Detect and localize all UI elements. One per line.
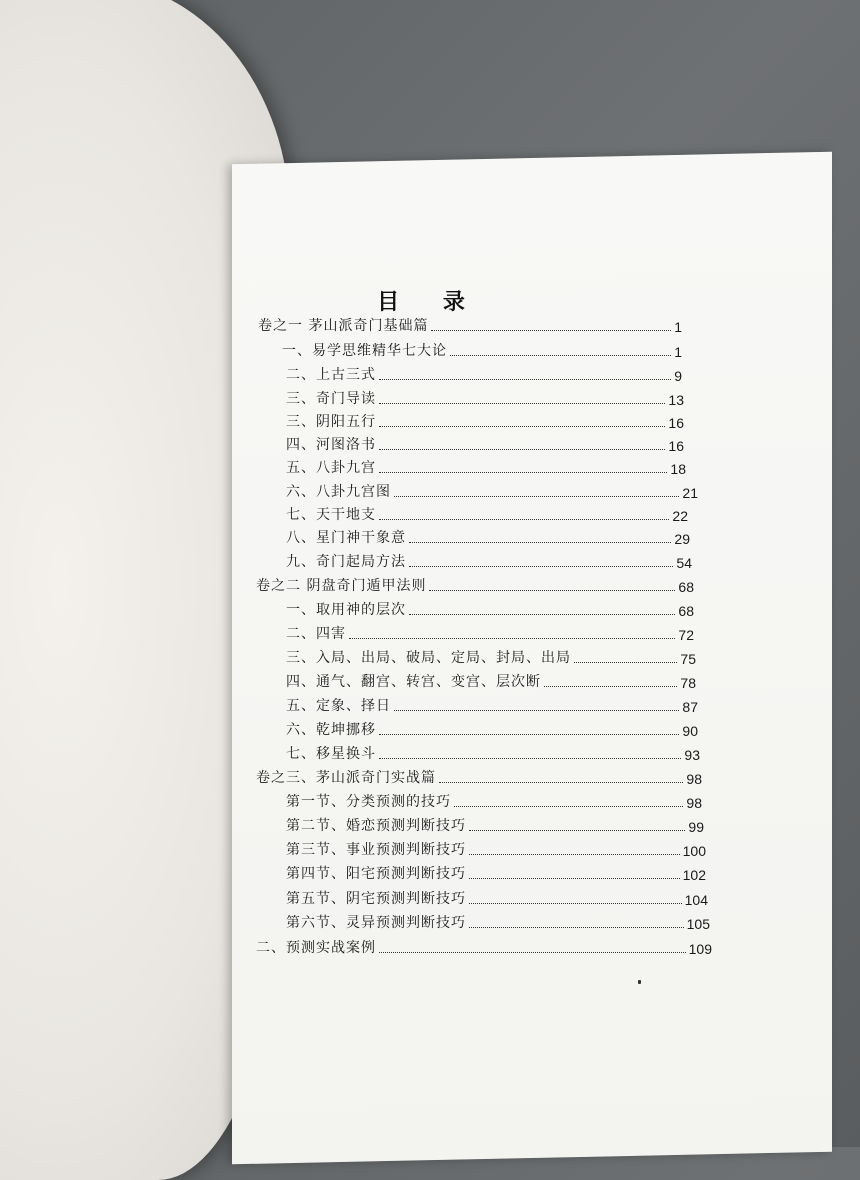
toc-entry-page: 87 (682, 699, 698, 715)
toc-entry-title: 六、乾坤挪移 (286, 722, 376, 738)
dot-leader (469, 927, 684, 928)
dot-leader (409, 614, 675, 615)
toc-entry-page: 75 (680, 651, 696, 667)
toc-entry (286, 455, 686, 477)
dot-leader (379, 734, 679, 735)
toc-entry-title: 二、四害 (286, 626, 346, 642)
toc-entry-page: 98 (686, 771, 702, 787)
dot-leader (394, 710, 679, 711)
toc-entry-title: 六、八卦九宫图 (286, 484, 391, 500)
toc-entry (286, 549, 692, 571)
toc-entry-title: 四、河图洛书 (286, 437, 376, 453)
toc-entry-title: 五、八卦九宫 (286, 460, 376, 476)
dot-leader (450, 355, 671, 356)
toc-entry (286, 693, 698, 715)
toc-entry-title: 七、移星换斗 (286, 746, 376, 762)
toc-entry-title: 九、奇门起局方法 (286, 554, 406, 570)
toc-entry-title: 第三节、事业预测判断技巧 (286, 842, 466, 858)
toc-entry-page: 54 (676, 555, 692, 571)
dot-leader (394, 496, 679, 497)
dot-leader (454, 806, 683, 807)
toc-entry (286, 645, 696, 667)
toc-entry (282, 338, 682, 360)
toc-entry-page: 93 (684, 747, 700, 763)
toc-entry-title: 一、取用神的层次 (286, 602, 406, 618)
toc-entry-title: 八、星门神干象意 (286, 530, 406, 546)
toc-entry-page: 105 (686, 916, 710, 932)
toc-entry (286, 525, 690, 547)
toc-entry (286, 717, 698, 739)
toc-entry (286, 409, 684, 431)
toc-entry (286, 910, 710, 932)
toc-entry-page: 78 (680, 675, 696, 691)
toc-entry-title: 二、预测实战案例 (256, 940, 376, 956)
toc-entry-title: 三、入局、出局、破局、定局、封局、出局 (286, 650, 571, 666)
toc-entry-title: 第五节、阴宅预测判断技巧 (286, 891, 466, 907)
dot-leader (469, 878, 680, 879)
toc-entry-title: 三、阴阳五行 (286, 414, 376, 430)
dot-leader (379, 426, 665, 427)
toc-entry (286, 597, 694, 619)
toc-entry (286, 813, 704, 835)
dot-leader (469, 854, 680, 855)
toc-entry-title: 三、奇门导读 (286, 391, 376, 407)
dot-leader (574, 662, 677, 663)
toc-entry-title: 第四节、阳宅预测判断技巧 (286, 866, 466, 882)
toc-entry-page: 16 (668, 438, 684, 454)
toc-entry (286, 741, 700, 763)
dot-leader (379, 519, 669, 520)
toc-entry (286, 886, 708, 908)
toc-entry-title: 二、上古三式 (286, 367, 376, 383)
toc-entry-title: 卷之二 阴盘奇门遁甲法则 (256, 578, 427, 594)
toc-entry-page: 68 (678, 603, 694, 619)
dot-leader (379, 952, 686, 953)
toc-entry-page: 72 (678, 627, 694, 643)
toc-entry-page: 13 (668, 392, 684, 408)
toc-entry (286, 502, 688, 524)
toc-entry-page: 22 (672, 508, 688, 524)
toc-entry-page: 109 (688, 941, 712, 957)
toc-entry-page: 1 (674, 344, 682, 360)
toc-entry-page: 21 (682, 485, 698, 501)
dot-leader (379, 758, 681, 759)
toc-entry (286, 621, 694, 643)
toc-entry (286, 789, 702, 811)
toc-entry (258, 313, 682, 335)
toc-entry (256, 765, 702, 787)
toc-entry-title: 卷之三、茅山派奇门实战篇 (256, 770, 436, 786)
toc-entry (256, 935, 712, 957)
toc-entry (286, 837, 706, 859)
page-title: 目 录 (377, 289, 483, 315)
dot-leader (349, 638, 675, 639)
toc-entry-title: 第六节、灵异预测判断技巧 (286, 915, 466, 931)
dot-leader (409, 566, 673, 567)
toc-entry-title: 四、通气、翻宫、转宫、变宫、层次断 (286, 674, 541, 690)
toc-entry-page: 98 (686, 795, 702, 811)
toc-entry-page: 99 (688, 819, 704, 835)
toc-entry-page: 68 (678, 579, 694, 595)
dot-leader (544, 686, 677, 687)
toc-entry-page: 100 (682, 843, 706, 859)
toc-entry-title: 五、定象、择日 (286, 698, 391, 714)
toc-entry-title: 七、天干地支 (286, 507, 376, 523)
toc-entry-page: 29 (674, 531, 690, 547)
toc-entry-title: 第二节、婚恋预测判断技巧 (286, 818, 466, 834)
toc-entry (286, 861, 706, 883)
toc-entry (286, 479, 698, 501)
toc-entry-title: 一、易学思维精华七大论 (282, 343, 447, 359)
toc-entry (256, 573, 694, 595)
toc-entry-page: 104 (684, 892, 708, 908)
toc-entry-page: 9 (674, 368, 682, 384)
dot-leader (429, 590, 675, 591)
ink-speck (638, 980, 641, 984)
dot-leader (469, 830, 685, 831)
dot-leader (379, 472, 667, 473)
toc-entry-page: 18 (670, 461, 686, 477)
dot-leader (469, 903, 682, 904)
toc-entry-title: 第一节、分类预测的技巧 (286, 794, 451, 810)
toc-entry-page: 90 (682, 723, 698, 739)
dot-leader (409, 542, 671, 543)
toc-entry-page: 102 (682, 867, 706, 883)
toc-entry (286, 669, 696, 691)
toc-entry (286, 432, 684, 454)
dot-leader (439, 782, 683, 783)
toc-entry (286, 386, 684, 408)
dot-leader (431, 330, 671, 331)
toc-entry-title: 卷之一 茅山派奇门基础篇 (258, 318, 429, 334)
dot-leader (379, 403, 665, 404)
dot-leader (379, 449, 665, 450)
dot-leader (379, 379, 671, 380)
toc-entry-page: 1 (674, 319, 682, 335)
toc-entry-page: 16 (668, 415, 684, 431)
toc-entry (286, 362, 682, 384)
